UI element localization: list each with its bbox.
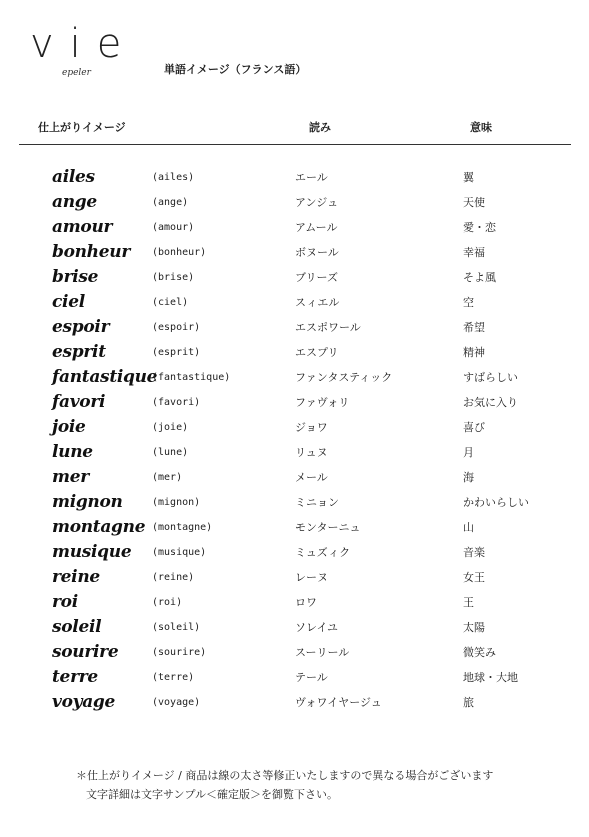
word-row <box>0 390 589 415</box>
word-row <box>0 440 589 465</box>
word-reading: テール <box>295 671 328 684</box>
word-latin: (terre) <box>152 672 195 683</box>
word-latin: (ange) <box>152 197 189 208</box>
word-row <box>0 215 589 240</box>
word-latin: (mer) <box>152 472 183 483</box>
word-meaning: 旅 <box>463 696 474 709</box>
word-meaning: 空 <box>463 296 474 309</box>
word-script-image: amour <box>52 217 113 237</box>
word-row <box>0 565 589 590</box>
word-reading: レーヌ <box>295 571 328 584</box>
word-reading: ミュズィク <box>295 546 351 559</box>
word-row <box>0 290 589 315</box>
word-latin: (brise) <box>152 272 195 283</box>
word-latin: (amour) <box>152 222 195 233</box>
word-reading: エスポワール <box>295 321 361 334</box>
word-meaning: そよ風 <box>463 271 496 284</box>
word-row <box>0 640 589 665</box>
word-reading: ロワ <box>295 596 317 609</box>
word-row <box>0 415 589 440</box>
word-meaning: 地球・大地 <box>463 671 518 684</box>
word-latin: (ciel) <box>152 297 189 308</box>
word-latin: (soleil) <box>152 622 201 633</box>
word-row <box>0 690 589 715</box>
word-reading: ファヴォリ <box>295 396 350 409</box>
word-meaning: 希望 <box>463 321 485 334</box>
word-row <box>0 515 589 540</box>
word-script-image: ailes <box>52 167 95 187</box>
word-row <box>0 465 589 490</box>
word-meaning: 海 <box>463 471 474 484</box>
word-latin: (roi) <box>152 597 183 608</box>
word-reading: モンターニュ <box>295 521 361 534</box>
word-reading: エール <box>295 171 328 184</box>
word-latin: (bonheur) <box>152 247 207 258</box>
word-script-image: ciel <box>52 292 85 312</box>
word-meaning: お気に入り <box>463 396 518 409</box>
word-script-image: sourire <box>52 642 119 662</box>
word-row <box>0 265 589 290</box>
word-meaning: 月 <box>463 446 474 459</box>
word-list <box>0 165 589 715</box>
word-script-image: mignon <box>52 492 123 512</box>
word-latin: (reine) <box>152 572 195 583</box>
word-latin: (mignon) <box>152 497 201 508</box>
word-row <box>0 315 589 340</box>
word-latin: (montagne) <box>152 522 213 533</box>
word-script-image: voyage <box>52 692 116 712</box>
word-row <box>0 615 589 640</box>
column-header-image: 仕上がりイメージ <box>38 121 126 134</box>
word-script-image: soleil <box>52 617 102 637</box>
word-row <box>0 165 589 190</box>
column-header-reading: 読み <box>309 121 331 134</box>
word-script-image: musique <box>52 542 132 562</box>
word-latin: (esprit) <box>152 347 201 358</box>
word-meaning: 精神 <box>463 346 485 359</box>
word-reading: ミニョン <box>295 496 339 509</box>
word-reading: メール <box>295 471 328 484</box>
word-meaning: 幸福 <box>463 246 485 259</box>
word-row <box>0 190 589 215</box>
column-header-meaning: 意味 <box>470 121 492 134</box>
document-title: 単語イメージ（フランス語） <box>164 63 307 76</box>
word-row <box>0 340 589 365</box>
word-reading: ソレイユ <box>295 621 339 634</box>
word-meaning: 王 <box>463 596 474 609</box>
word-row <box>0 490 589 515</box>
word-meaning: すばらしい <box>463 371 518 384</box>
word-latin: (musique) <box>152 547 207 558</box>
word-latin: (lune) <box>152 447 189 458</box>
word-row <box>0 365 589 390</box>
word-meaning: 音楽 <box>463 546 485 559</box>
word-reading: ブリーズ <box>295 271 339 284</box>
word-script-image: montagne <box>52 517 146 537</box>
word-meaning: 翼 <box>463 171 474 184</box>
word-row <box>0 240 589 265</box>
brand-subtitle: epeler <box>62 68 91 78</box>
word-reading: ファンタスティック <box>295 371 393 384</box>
word-meaning: 愛・恋 <box>463 221 496 234</box>
word-meaning: 女王 <box>463 571 485 584</box>
word-reading: ヴォワイヤージュ <box>295 696 382 709</box>
word-script-image: brise <box>52 267 99 287</box>
word-row <box>0 665 589 690</box>
footnote-line-1: ＊仕上がりイメージ / 商品は線の太さ等修正いたしますので異なる場合がございます <box>76 769 494 782</box>
word-meaning: かわいらしい <box>463 496 529 509</box>
word-reading: アンジュ <box>295 196 339 209</box>
word-script-image: joie <box>52 417 86 437</box>
word-latin: (espoir) <box>152 322 201 333</box>
word-row <box>0 590 589 615</box>
word-latin: (favori) <box>152 397 201 408</box>
word-meaning: 天使 <box>463 196 485 209</box>
word-latin: (ailes) <box>152 172 195 183</box>
word-script-image: ange <box>52 192 97 212</box>
word-reading: スィエル <box>295 296 340 309</box>
word-meaning: 微笑み <box>463 646 496 659</box>
word-reading: ボヌール <box>295 246 339 259</box>
word-latin: (joie) <box>152 422 189 433</box>
header-divider <box>19 144 571 145</box>
word-script-image: lune <box>52 442 93 462</box>
brand-name: vie <box>30 21 138 67</box>
word-meaning: 喜び <box>463 421 485 434</box>
word-latin: (voyage) <box>152 697 201 708</box>
word-script-image: espoir <box>52 317 110 337</box>
brand-logo <box>30 22 140 82</box>
word-row <box>0 540 589 565</box>
word-reading: エスプリ <box>295 346 339 359</box>
word-reading: ジョワ <box>295 421 328 434</box>
word-latin: (fantastique) <box>152 372 231 383</box>
word-script-image: favori <box>52 392 106 412</box>
word-script-image: fantastique <box>52 367 158 387</box>
word-script-image: mer <box>52 467 89 487</box>
footnote-line-2: 文字詳細は文字サンプル＜確定版＞を御覧下さい。 <box>86 788 339 801</box>
word-script-image: esprit <box>52 342 106 362</box>
word-script-image: terre <box>52 667 98 687</box>
word-latin: (sourire) <box>152 647 207 658</box>
word-reading: アムール <box>295 221 338 234</box>
word-meaning: 太陽 <box>463 621 485 634</box>
word-reading: スーリール <box>295 646 350 659</box>
word-meaning: 山 <box>463 521 474 534</box>
word-script-image: roi <box>52 592 78 612</box>
word-script-image: bonheur <box>52 242 130 262</box>
word-reading: リュヌ <box>295 446 328 459</box>
word-script-image: reine <box>52 567 100 587</box>
